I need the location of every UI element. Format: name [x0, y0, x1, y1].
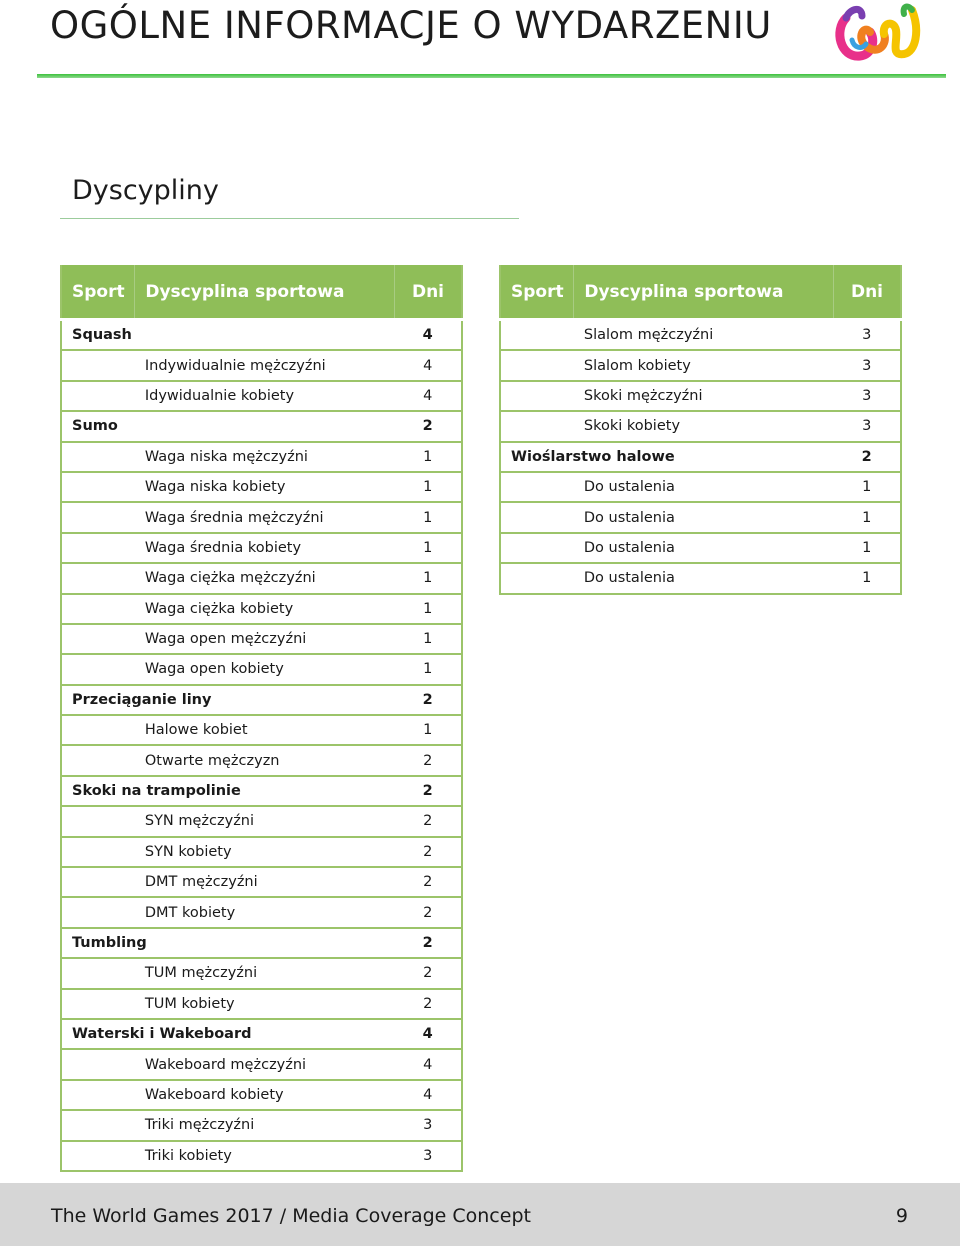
- sport-cell: [61, 533, 135, 563]
- discipline-row: [61, 958, 462, 988]
- sport-cell: [61, 350, 135, 380]
- sport-cell: [61, 837, 135, 867]
- sport-cell: [500, 563, 574, 593]
- discipline-row: [500, 411, 901, 441]
- days-count: 1: [833, 472, 901, 502]
- days-count: 4: [394, 350, 462, 380]
- days-count: 4: [394, 1019, 462, 1049]
- page-number: 9: [895, 1205, 908, 1227]
- sport-row: [61, 411, 462, 441]
- sport-name: Squash: [61, 320, 394, 351]
- days-count: 2: [394, 867, 462, 897]
- discipline-row: [500, 320, 901, 351]
- discipline-name: Wakeboard mężczyźni: [135, 1049, 395, 1079]
- sport-cell: [61, 1141, 135, 1171]
- sport-cell: [61, 715, 135, 745]
- sport-cell: [500, 472, 574, 502]
- days-count: 1: [394, 533, 462, 563]
- sport-name: Wioślarstwo halowe: [500, 442, 833, 472]
- sport-cell: [61, 745, 135, 775]
- table-header-row: [500, 265, 901, 320]
- discipline-row: [61, 1141, 462, 1171]
- header-sport: Sport: [500, 265, 574, 320]
- days-count: 2: [394, 685, 462, 715]
- sport-name: Skoki na trampolinie: [61, 776, 394, 806]
- discipline-name: Waga open mężczyźni: [135, 624, 395, 654]
- days-count: 1: [394, 472, 462, 502]
- discipline-row: [61, 472, 462, 502]
- discipline-name: Indywidualnie mężczyźni: [135, 350, 395, 380]
- days-count: 2: [394, 837, 462, 867]
- discipline-row: [500, 381, 901, 411]
- page-footer: [0, 1183, 960, 1246]
- discipline-row: [61, 563, 462, 593]
- days-count: 2: [833, 442, 901, 472]
- sport-cell: [61, 563, 135, 593]
- sport-cell: [61, 442, 135, 472]
- discipline-row: [61, 442, 462, 472]
- footer-title: The World Games 2017 / Media Coverage Concept: [51, 1205, 531, 1227]
- sport-cell: [61, 381, 135, 411]
- sport-cell: [500, 320, 574, 351]
- days-count: 3: [394, 1110, 462, 1140]
- discipline-name: Otwarte mężczyzn: [135, 745, 395, 775]
- days-count: 4: [394, 1049, 462, 1079]
- discipline-row: [61, 594, 462, 624]
- sport-cell: [61, 1080, 135, 1110]
- header-discipline: Dyscyplina sportowa: [574, 265, 834, 320]
- days-count: 1: [394, 502, 462, 532]
- sport-row: [61, 685, 462, 715]
- days-count: 3: [394, 1141, 462, 1171]
- sport-cell: [61, 502, 135, 532]
- discipline-row: [61, 837, 462, 867]
- discipline-row: [61, 533, 462, 563]
- disciplines-table-right: [499, 265, 902, 595]
- discipline-name: SYN mężczyźni: [135, 806, 395, 836]
- discipline-row: [61, 897, 462, 927]
- discipline-name: Idywidualnie kobiety: [135, 381, 395, 411]
- days-count: 4: [394, 1080, 462, 1110]
- section-title: Dyscypliny: [72, 175, 219, 206]
- sport-cell: [61, 958, 135, 988]
- discipline-row: [61, 989, 462, 1019]
- discipline-name: Do ustalenia: [574, 472, 834, 502]
- title-divider: [37, 74, 946, 78]
- section-divider: [60, 218, 519, 219]
- days-count: 2: [394, 411, 462, 441]
- discipline-name: Triki mężczyźni: [135, 1110, 395, 1140]
- sport-cell: [500, 381, 574, 411]
- sport-cell: [61, 472, 135, 502]
- sport-row: [61, 928, 462, 958]
- sport-cell: [61, 867, 135, 897]
- sport-cell: [61, 624, 135, 654]
- header-days: Dni: [394, 265, 462, 320]
- days-count: 3: [833, 320, 901, 351]
- table-header-row: [61, 265, 462, 320]
- days-count: 2: [394, 776, 462, 806]
- discipline-row: [61, 624, 462, 654]
- days-count: 3: [833, 350, 901, 380]
- sport-row: [500, 442, 901, 472]
- sport-cell: [61, 1110, 135, 1140]
- discipline-name: Do ustalenia: [574, 502, 834, 532]
- discipline-name: Waga średnia mężczyźni: [135, 502, 395, 532]
- discipline-row: [500, 502, 901, 532]
- days-count: 2: [394, 897, 462, 927]
- sport-cell: [61, 897, 135, 927]
- sport-cell: [61, 1049, 135, 1079]
- days-count: 2: [394, 806, 462, 836]
- discipline-name: Waga niska mężczyźni: [135, 442, 395, 472]
- discipline-name: Halowe kobiet: [135, 715, 395, 745]
- header-discipline: Dyscyplina sportowa: [135, 265, 395, 320]
- days-count: 1: [394, 442, 462, 472]
- sport-cell: [500, 411, 574, 441]
- discipline-name: Skoki kobiety: [574, 411, 834, 441]
- days-count: 2: [394, 745, 462, 775]
- sport-cell: [61, 806, 135, 836]
- sport-cell: [61, 654, 135, 684]
- discipline-name: Do ustalenia: [574, 563, 834, 593]
- disciplines-table-left: [60, 265, 463, 1172]
- discipline-row: [500, 563, 901, 593]
- sport-cell: [500, 533, 574, 563]
- sport-name: Tumbling: [61, 928, 394, 958]
- discipline-name: Waga ciężka mężczyźni: [135, 563, 395, 593]
- sport-name: Waterski i Wakeboard: [61, 1019, 394, 1049]
- days-count: 2: [394, 989, 462, 1019]
- world-games-logo: [832, 0, 924, 66]
- discipline-row: [61, 381, 462, 411]
- days-count: 3: [833, 381, 901, 411]
- sport-cell: [61, 989, 135, 1019]
- discipline-name: Do ustalenia: [574, 533, 834, 563]
- sport-row: [61, 320, 462, 351]
- days-count: 1: [394, 594, 462, 624]
- days-count: 1: [394, 715, 462, 745]
- discipline-name: Wakeboard kobiety: [135, 1080, 395, 1110]
- discipline-row: [61, 654, 462, 684]
- days-count: 1: [394, 654, 462, 684]
- sport-cell: [500, 502, 574, 532]
- discipline-row: [500, 350, 901, 380]
- days-count: 1: [394, 563, 462, 593]
- discipline-row: [61, 745, 462, 775]
- discipline-name: Waga niska kobiety: [135, 472, 395, 502]
- discipline-row: [61, 1049, 462, 1079]
- discipline-name: TUM mężczyźni: [135, 958, 395, 988]
- discipline-name: DMT kobiety: [135, 897, 395, 927]
- sport-cell: [61, 594, 135, 624]
- discipline-name: TUM kobiety: [135, 989, 395, 1019]
- sport-name: Przeciąganie liny: [61, 685, 394, 715]
- discipline-name: DMT mężczyźni: [135, 867, 395, 897]
- days-count: 1: [833, 502, 901, 532]
- days-count: 1: [394, 624, 462, 654]
- sport-name: Sumo: [61, 411, 394, 441]
- discipline-row: [61, 806, 462, 836]
- discipline-row: [500, 533, 901, 563]
- header-sport: Sport: [61, 265, 135, 320]
- days-count: 3: [833, 411, 901, 441]
- sport-row: [61, 776, 462, 806]
- days-count: 4: [394, 381, 462, 411]
- sport-cell: [500, 350, 574, 380]
- days-count: 4: [394, 320, 462, 351]
- discipline-row: [61, 715, 462, 745]
- discipline-name: Waga średnia kobiety: [135, 533, 395, 563]
- sport-row: [61, 1019, 462, 1049]
- discipline-row: [61, 1080, 462, 1110]
- discipline-row: [61, 1110, 462, 1140]
- discipline-name: Triki kobiety: [135, 1141, 395, 1171]
- discipline-name: Waga ciężka kobiety: [135, 594, 395, 624]
- days-count: 1: [833, 533, 901, 563]
- days-count: 2: [394, 958, 462, 988]
- discipline-name: SYN kobiety: [135, 837, 395, 867]
- days-count: 2: [394, 928, 462, 958]
- discipline-row: [61, 502, 462, 532]
- discipline-name: Slalom kobiety: [574, 350, 834, 380]
- discipline-row: [61, 867, 462, 897]
- discipline-name: Waga open kobiety: [135, 654, 395, 684]
- discipline-name: Slalom mężczyźni: [574, 320, 834, 351]
- discipline-row: [61, 350, 462, 380]
- discipline-row: [500, 472, 901, 502]
- page-title: OGÓLNE INFORMACJE O WYDARZENIU: [50, 4, 772, 47]
- header-days: Dni: [833, 265, 901, 320]
- days-count: 1: [833, 563, 901, 593]
- discipline-name: Skoki mężczyźni: [574, 381, 834, 411]
